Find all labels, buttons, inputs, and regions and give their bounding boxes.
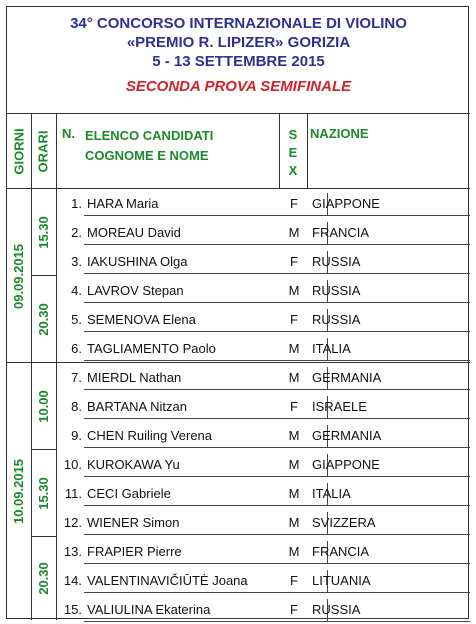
row-number: 12. bbox=[63, 515, 82, 530]
candidate-name: VALENTINAVIČIŪTĖ Joana bbox=[87, 573, 248, 588]
candidate-name: BARTANA Nitzan bbox=[87, 399, 187, 414]
contest-dates: 5 - 13 SETTEMBRE 2015 bbox=[152, 53, 325, 70]
candidate-sex: M bbox=[288, 515, 300, 530]
giorni-header: GIORNI bbox=[11, 128, 27, 175]
candidate-name: VALIULINA Ekaterina bbox=[87, 602, 211, 617]
candidate-nation: FRANCIA bbox=[312, 225, 370, 240]
row-number: 7. bbox=[71, 370, 82, 385]
column-divider bbox=[307, 114, 308, 189]
row-number: 14. bbox=[63, 573, 82, 588]
row-number: 13. bbox=[63, 544, 82, 559]
candidate-nation: GIAPPONE bbox=[312, 457, 380, 472]
day-cell-1: 09.09.2015 bbox=[11, 243, 27, 309]
table-row bbox=[56, 421, 470, 450]
row-number: 15. bbox=[63, 602, 82, 617]
candidate-sex: F bbox=[290, 399, 298, 414]
table-row bbox=[56, 247, 470, 276]
candidate-nation: RUSSIA bbox=[312, 602, 361, 617]
candidate-sex: M bbox=[288, 428, 300, 443]
candidate-name: FRAPIER Pierre bbox=[87, 544, 182, 559]
time-cell-3: 10.00 bbox=[36, 390, 52, 423]
candidate-nation: GIAPPONE bbox=[312, 196, 380, 211]
table-row bbox=[56, 305, 470, 334]
day-cell-2: 10.09.2015 bbox=[11, 458, 27, 525]
table-header bbox=[7, 114, 470, 189]
row-number: 9. bbox=[71, 428, 82, 443]
table-row bbox=[56, 566, 470, 595]
table-row bbox=[56, 450, 470, 479]
table-row bbox=[56, 276, 470, 305]
table-row bbox=[56, 392, 470, 421]
schedule-sheet bbox=[6, 6, 469, 619]
candidate-name: LAVROV Stepan bbox=[87, 283, 184, 298]
candidate-sex: F bbox=[290, 573, 298, 588]
row-number: 10. bbox=[63, 457, 82, 472]
table-row bbox=[56, 537, 470, 566]
candidate-sex: F bbox=[290, 196, 298, 211]
row-number: 11. bbox=[64, 486, 82, 501]
column-divider bbox=[279, 114, 280, 189]
time-cell-5: 20.30 bbox=[36, 562, 52, 595]
row-number: 8. bbox=[71, 399, 82, 414]
table-row bbox=[56, 595, 470, 624]
candidate-nation: ITALIA bbox=[312, 486, 351, 501]
candidate-name: CHEN Ruiling Verena bbox=[87, 428, 213, 443]
row-number: 3. bbox=[71, 254, 82, 269]
candidate-nation: GERMANIA bbox=[312, 370, 382, 385]
number-header: N. bbox=[62, 126, 75, 141]
sex-header: S E X bbox=[288, 127, 298, 178]
candidate-nation: SVIZZERA bbox=[312, 515, 376, 530]
candidate-sex: M bbox=[288, 341, 300, 356]
candidate-name: MOREAU David bbox=[87, 225, 181, 240]
table-row bbox=[56, 363, 470, 392]
candidate-nation: ITALIA bbox=[312, 341, 351, 356]
candidate-sex: M bbox=[288, 457, 300, 472]
candidate-sex: F bbox=[290, 254, 298, 269]
candidate-name: HARA Maria bbox=[87, 196, 159, 211]
candidate-sex: M bbox=[288, 544, 300, 559]
document-header bbox=[7, 7, 470, 114]
time-cell-1: 15.30 bbox=[36, 216, 52, 249]
candidate-sex: F bbox=[290, 312, 298, 327]
candidates-header: ELENCO CANDIDATI COGNOME E NOME bbox=[85, 128, 214, 163]
table-row bbox=[56, 189, 470, 218]
table-row bbox=[56, 479, 470, 508]
candidate-name: IAKUSHINA Olga bbox=[87, 254, 188, 269]
nation-header: NAZIONE bbox=[310, 126, 369, 141]
row-number: 2. bbox=[71, 225, 82, 240]
candidate-nation: RUSSIA bbox=[312, 283, 361, 298]
candidate-nation: FRANCIA bbox=[312, 544, 370, 559]
candidate-sex: M bbox=[288, 225, 300, 240]
candidate-name: CECI Gabriele bbox=[87, 486, 171, 501]
time-cell-2: 20.30 bbox=[36, 303, 52, 336]
candidate-nation: LITUANIA bbox=[312, 573, 371, 588]
candidate-nation: GERMANIA bbox=[312, 428, 382, 443]
candidate-name: SEMENOVA Elena bbox=[87, 312, 196, 327]
candidate-name: WIENER Simon bbox=[87, 515, 180, 530]
candidate-name: MIERDL Nathan bbox=[87, 370, 182, 385]
candidate-sex: M bbox=[288, 283, 300, 298]
candidate-nation: RUSSIA bbox=[312, 312, 361, 327]
prize-title: «PREMIO R. LIPIZER» GORIZIA bbox=[126, 34, 351, 51]
row-number: 5. bbox=[71, 312, 82, 327]
table-row bbox=[56, 218, 470, 247]
row-number: 1. bbox=[71, 196, 82, 211]
candidate-name: TAGLIAMENTO Paolo bbox=[87, 341, 216, 356]
candidate-nation: RUSSIA bbox=[312, 254, 361, 269]
round-title: SECONDA PROVA SEMIFINALE bbox=[125, 78, 352, 95]
table-row bbox=[56, 508, 470, 537]
orari-header: ORARI bbox=[35, 130, 51, 173]
time-cell-4: 15.30 bbox=[36, 477, 52, 510]
contest-title: 34° CONCORSO INTERNAZIONALE DI VIOLINO bbox=[70, 15, 407, 32]
candidate-name: KUROKAWA Yu bbox=[87, 457, 180, 472]
row-number: 6. bbox=[71, 341, 82, 356]
candidate-sex: M bbox=[288, 486, 300, 501]
candidate-nation: ISRAELE bbox=[312, 399, 367, 414]
candidate-sex: F bbox=[290, 602, 298, 617]
candidate-sex: M bbox=[288, 370, 300, 385]
row-number: 4. bbox=[71, 283, 82, 298]
table-row bbox=[56, 334, 470, 363]
